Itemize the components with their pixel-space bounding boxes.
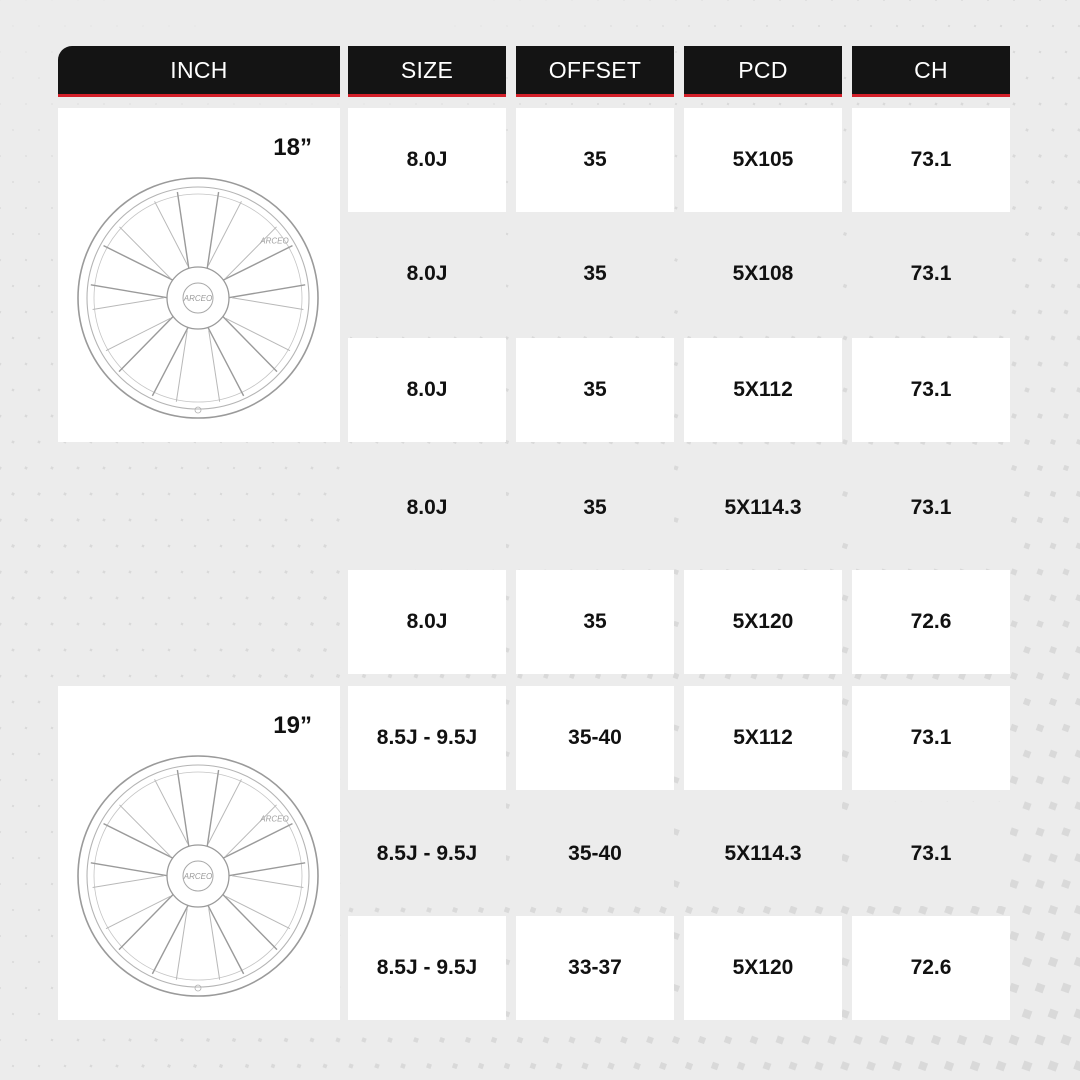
header-size: SIZE xyxy=(348,46,506,97)
cell-ch: 72.6 xyxy=(852,570,1010,674)
header-offset: OFFSET xyxy=(516,46,674,97)
inch-label: 19” xyxy=(273,712,312,739)
cell-ch: 73.1 xyxy=(852,338,1010,442)
header-pcd: PCD xyxy=(684,46,842,97)
cell-ch: 73.1 xyxy=(852,222,1010,326)
svg-text:ARCEO: ARCEO xyxy=(260,236,289,246)
cell-size: 8.5J - 9.5J xyxy=(348,802,506,906)
header-ch: CH xyxy=(852,46,1010,97)
wheel-rim-icon xyxy=(72,750,324,1002)
svg-text:ARCEO: ARCEO xyxy=(183,294,213,303)
cell-size: 8.0J xyxy=(348,570,506,674)
cell-offset: 33-37 xyxy=(516,916,674,1020)
cell-pcd: 5X114.3 xyxy=(684,802,842,906)
cell-offset: 35 xyxy=(516,338,674,442)
cell-ch: 73.1 xyxy=(852,456,1010,560)
cell-ch: 73.1 xyxy=(852,686,1010,790)
cell-pcd: 5X112 xyxy=(684,686,842,790)
cell-ch: 72.6 xyxy=(852,916,1010,1020)
header-inch: INCH xyxy=(58,46,340,97)
svg-text:ARCEO: ARCEO xyxy=(260,814,289,824)
cell-pcd: 5X105 xyxy=(684,108,842,212)
cell-size: 8.0J xyxy=(348,338,506,442)
cell-pcd: 5X114.3 xyxy=(684,456,842,560)
cell-pcd: 5X112 xyxy=(684,338,842,442)
cell-size: 8.0J xyxy=(348,456,506,560)
cell-offset: 35 xyxy=(516,456,674,560)
cell-ch: 73.1 xyxy=(852,802,1010,906)
cell-offset: 35-40 xyxy=(516,802,674,906)
cell-pcd: 5X108 xyxy=(684,222,842,326)
cell-size: 8.5J - 9.5J xyxy=(348,686,506,790)
inch-panel-19 xyxy=(58,686,340,1020)
wheel-rim-icon xyxy=(72,172,324,424)
inch-label: 18” xyxy=(273,134,312,161)
inch-panel-18 xyxy=(58,108,340,442)
svg-text:ARCEO: ARCEO xyxy=(183,872,213,881)
cell-offset: 35 xyxy=(516,108,674,212)
cell-pcd: 5X120 xyxy=(684,916,842,1020)
cell-size: 8.5J - 9.5J xyxy=(348,916,506,1020)
cell-offset: 35 xyxy=(516,222,674,326)
cell-ch: 73.1 xyxy=(852,108,1010,212)
cell-size: 8.0J xyxy=(348,108,506,212)
cell-offset: 35 xyxy=(516,570,674,674)
cell-size: 8.0J xyxy=(348,222,506,326)
cell-pcd: 5X120 xyxy=(684,570,842,674)
cell-offset: 35-40 xyxy=(516,686,674,790)
